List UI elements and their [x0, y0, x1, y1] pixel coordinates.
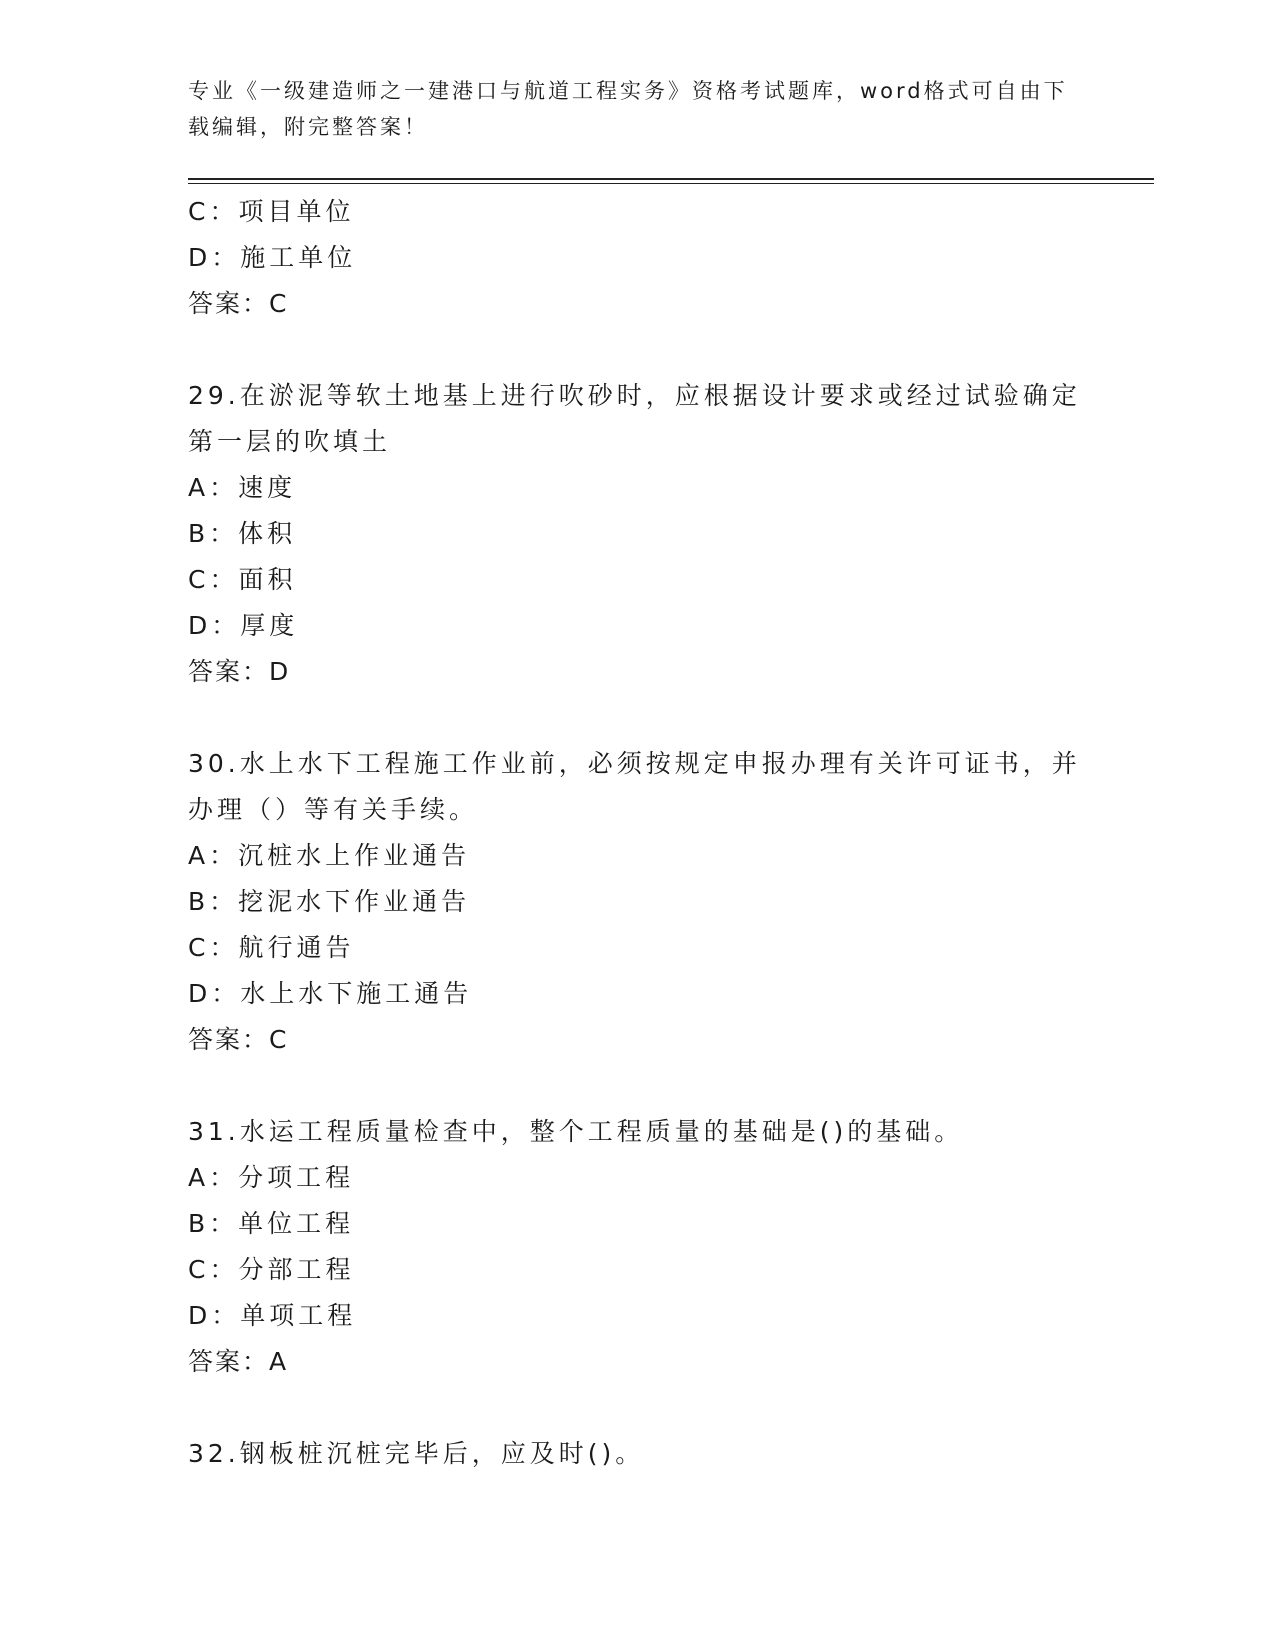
option-a: A：速度	[188, 473, 297, 502]
question-stem: 32.钢板桩沉桩完毕后，应及时()。	[188, 1439, 645, 1468]
option-b: B：体积	[188, 519, 297, 548]
option-c: C：分部工程	[188, 1255, 355, 1284]
option-a: A：分项工程	[188, 1163, 355, 1192]
question-list	[188, 189, 1088, 1477]
header-divider-thin	[188, 183, 1154, 184]
answer: 答案：A	[188, 1347, 289, 1376]
option-d: D：水上水下施工通告	[188, 979, 473, 1008]
option-a: A：沉桩水上作业通告	[188, 841, 471, 870]
question-stem-continued: 第一层的吹填土	[188, 427, 392, 456]
answer: 答案：C	[188, 289, 289, 318]
option-d: D：单项工程	[188, 1301, 357, 1330]
question-item	[188, 1431, 1088, 1477]
option-c: C：面积	[188, 565, 297, 594]
question-stem: 29.在淤泥等软土地基上进行吹砂时，应根据设计要求或经过试验确定	[188, 381, 1081, 410]
question-stem-continued: 办理（）等有关手续。	[188, 795, 479, 824]
option-c: C：项目单位	[188, 197, 355, 226]
option-c: C：航行通告	[188, 933, 355, 962]
question-stem: 31.水运工程质量检查中，整个工程质量的基础是()的基础。	[188, 1117, 964, 1146]
question-stem: 30.水上水下工程施工作业前，必须按规定申报办理有关许可证书，并	[188, 749, 1081, 778]
header-divider-thick	[188, 178, 1154, 180]
header-text: 专业《一级建造师之一建港口与航道工程实务》资格考试题库，word格式可自由下载编辑，附完整答案！	[188, 79, 1068, 139]
option-b: B：单位工程	[188, 1209, 355, 1238]
question-item	[188, 741, 1088, 1063]
option-d: D：施工单位	[188, 243, 357, 272]
option-b: B：挖泥水下作业通告	[188, 887, 471, 916]
document-header	[188, 73, 1068, 145]
answer: 答案：C	[188, 1025, 289, 1054]
answer: 答案：D	[188, 657, 291, 686]
question-item	[188, 1109, 1088, 1385]
option-d: D：厚度	[188, 611, 299, 640]
question-item	[188, 373, 1088, 695]
